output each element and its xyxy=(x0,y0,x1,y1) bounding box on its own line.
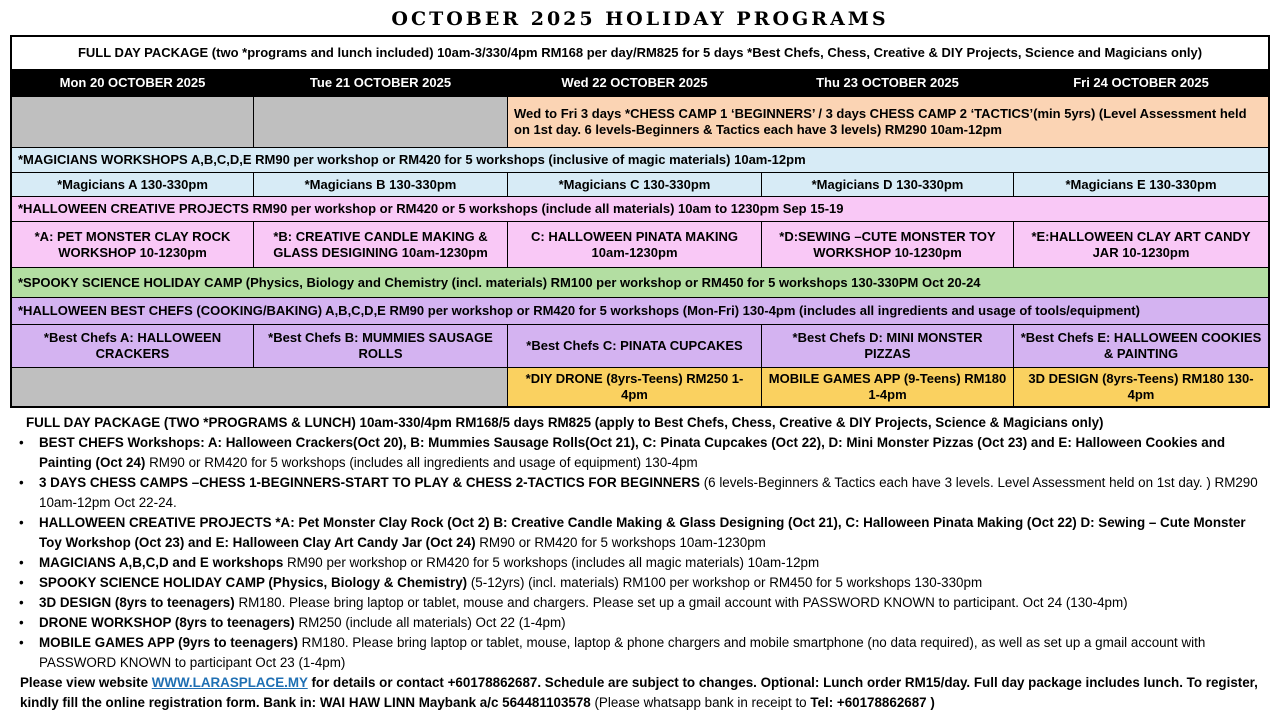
science-camp-row: *SPOOKY SCIENCE HOLIDAY CAMP (Physics, Biology and Chemistry (incl. materials) RM100 per workshop or RM450 for 5 workshops 130-330PM Oct 20-24 xyxy=(12,268,1268,298)
creative-c-cell: C: HALLOWEEN PINATA MAKING 10am-1230pm xyxy=(508,222,762,268)
list-item: • 3D DESIGN (8yrs to teenagers) RM180. Please bring laptop or tablet, mouse and chargers. Please set up a gmail account with PASSWORD KNOWN to participant. Oct 24 (130-4pm) xyxy=(0,593,1270,613)
bullet-icon: • xyxy=(19,515,24,530)
diy-drone-cell: *DIY DRONE (8yrs-Teens) RM250 1-4pm xyxy=(508,368,762,406)
bullet-icon: • xyxy=(19,575,24,590)
website-link[interactable]: WWW.LARASPLACE.MY xyxy=(151,675,308,690)
magicians-header: *MAGICIANS WORKSHOPS A,B,C,D,E RM90 per workshop or RM420 for 5 workshops (inclusive of magic materials) 10am-12pm xyxy=(12,148,1268,173)
list-item: • 3 DAYS CHESS CAMPS –CHESS 1-BEGINNERS-START TO PLAY & CHESS 2-TACTICS FOR BEGINNERS (6 levels-Beginners & Tactics each have 3 levels. Level Assessment held on 1st day. ) RM290 10am-12pm Oct 22-24. xyxy=(19,475,1258,510)
best-chefs-e-cell: *Best Chefs E: HALLOWEEN COOKIES & PAINTING xyxy=(1014,325,1268,368)
best-chefs-header: *HALLOWEEN BEST CHEFS (COOKING/BAKING) A,B,C,D,E RM90 per workshop or RM420 for 5 workshops (Mon-Fri) 130-4pm (includes all ingredients and usage of tools/equipment) xyxy=(12,298,1268,325)
day-header-fri: Fri 24 OCTOBER 2025 xyxy=(1014,70,1268,97)
bullet-icon: • xyxy=(19,555,24,570)
empty-cell-mon xyxy=(12,97,254,148)
magicians-c-cell: *Magicians C 130-330pm xyxy=(508,173,762,197)
bullet-icon: • xyxy=(19,635,24,650)
list-item: • SPOOKY SCIENCE HOLIDAY CAMP (Physics, Biology & Chemistry) (5-12yrs) (incl. materials) RM100 per workshop or RM450 for 5 workshops 130-330pm xyxy=(0,573,1270,593)
day-header-thu: Thu 23 OCTOBER 2025 xyxy=(762,70,1014,97)
list-item: • MAGICIANS A,B,C,D and E workshops RM90 per workshop or RM420 for 5 workshops (includes all magic materials) 10am-12pm xyxy=(0,553,1270,573)
mobile-games-app-cell: MOBILE GAMES APP (9-Teens) RM180 1-4pm xyxy=(762,368,1014,406)
bullet-icon: • xyxy=(19,435,24,450)
best-chefs-a-cell: *Best Chefs A: HALLOWEEN CRACKERS xyxy=(12,325,254,368)
best-chefs-c-cell: *Best Chefs C: PINATA CUPCAKES xyxy=(508,325,762,368)
list-item: • BEST CHEFS Workshops: A: Halloween Crackers(Oct 20), B: Mummies Sausage Rolls(Oct 21), C: Pinata Cupcakes (Oct 22), D: Mini Monster Pizzas (Oct 23) and E: Halloween Cookies and Painting (Oct 24) RM90 or RM420 for 5 workshops (includes all ingredients and usage of equipment) 130-4pm xyxy=(19,435,1226,470)
creative-e-cell: *E:HALLOWEEN CLAY ART CANDY JAR 10-1230pm xyxy=(1014,222,1268,268)
day-header-wed: Wed 22 OCTOBER 2025 xyxy=(508,70,762,97)
empty-cell-mon-tue xyxy=(12,368,508,406)
page-title: OCTOBER 2025 HOLIDAY PROGRAMS xyxy=(391,8,889,30)
magicians-d-cell: *Magicians D 130-330pm xyxy=(762,173,1014,197)
3d-design-cell: 3D DESIGN (8yrs-Teens) RM180 130-4pm xyxy=(1014,368,1268,406)
list-item: • MOBILE GAMES APP (9yrs to teenagers) RM180. Please bring laptop or tablet, mouse, laptop & phone chargers and mobile smartphone (no data required), as well as set up a gmail account with PASSWORD KNOWN to participant Oct 23 (1-4pm) xyxy=(19,635,1206,670)
bullet-icon: • xyxy=(19,595,24,610)
creative-d-cell: *D:SEWING –CUTE MONSTER TOY WORKSHOP 10-1230pm xyxy=(762,222,1014,268)
best-chefs-b-cell: *Best Chefs B: MUMMIES SAUSAGE ROLLS xyxy=(254,325,508,368)
magicians-e-cell: *Magicians E 130-330pm xyxy=(1014,173,1268,197)
day-header-tue: Tue 21 OCTOBER 2025 xyxy=(254,70,508,97)
creative-a-cell: *A: PET MONSTER CLAY ROCK WORKSHOP 10-1230pm xyxy=(12,222,254,268)
schedule-table xyxy=(10,35,1270,408)
bullet-icon: • xyxy=(19,475,24,490)
footer-contact: Please view website WWW.LARASPLACE.MY for details or contact +60178862687. Schedule are subject to changes. Optional: Lunch order RM15/day. Full day package includes lunch. To register, kindly fill the online registration form. Bank in: WAI HAW LINN Maybank a/c 564481103578 (Please whatsapp bank in receipt to Tel: +60178862687 ) xyxy=(20,675,1258,710)
magicians-a-cell: *Magicians A 130-330pm xyxy=(12,173,254,197)
bullet-icon: • xyxy=(19,615,24,630)
list-item: • HALLOWEEN CREATIVE PROJECTS *A: Pet Monster Clay Rock (Oct 2) B: Creative Candle Making & Glass Designing (Oct 21), C: Halloween Pinata Making (Oct 22) D: Sewing – Cute Monster Toy Workshop (Oct 23) and E: Halloween Clay Art Candy Jar (Oct 24) RM90 or RM420 for 5 workshops 10am-1230pm xyxy=(19,515,1246,550)
notes-list xyxy=(0,433,1270,673)
magicians-b-cell: *Magicians B 130-330pm xyxy=(254,173,508,197)
notes-intro: FULL DAY PACKAGE (TWO *PROGRAMS & LUNCH) 10am-330/4pm RM168/5 days RM825 (apply to Best Chefs, Chess, Creative & DIY Projects, Science & Magicians only) xyxy=(26,415,1104,430)
empty-cell-tue xyxy=(254,97,508,148)
creative-b-cell: *B: CREATIVE CANDLE MAKING & GLASS DESIGINING 10am-1230pm xyxy=(254,222,508,268)
chess-camp-cell: Wed to Fri 3 days *CHESS CAMP 1 ‘BEGINNERS’ / 3 days CHESS CAMP 2 ‘TACTICS’(min 5yrs) (Level Assessment held on 1st day. 6 levels-Beginners & Tactics each have 3 levels) RM290 10am-12pm xyxy=(508,97,1268,148)
best-chefs-d-cell: *Best Chefs D: MINI MONSTER PIZZAS xyxy=(762,325,1014,368)
day-header-mon: Mon 20 OCTOBER 2025 xyxy=(12,70,254,97)
full-day-package-row: FULL DAY PACKAGE (two *programs and lunch included) 10am-3/330/4pm RM168 per day/RM825 for 5 days *Best Chefs, Chess, Creative & DIY Projects, Science and Magicians only) xyxy=(12,37,1268,70)
list-item: • DRONE WORKSHOP (8yrs to teenagers) RM250 (include all materials) Oct 22 (1-4pm) xyxy=(0,613,1270,633)
creative-header: *HALLOWEEN CREATIVE PROJECTS RM90 per workshop or RM420 or 5 workshops (include all materials) 10am to 1230pm Sep 15-19 xyxy=(12,197,1268,222)
